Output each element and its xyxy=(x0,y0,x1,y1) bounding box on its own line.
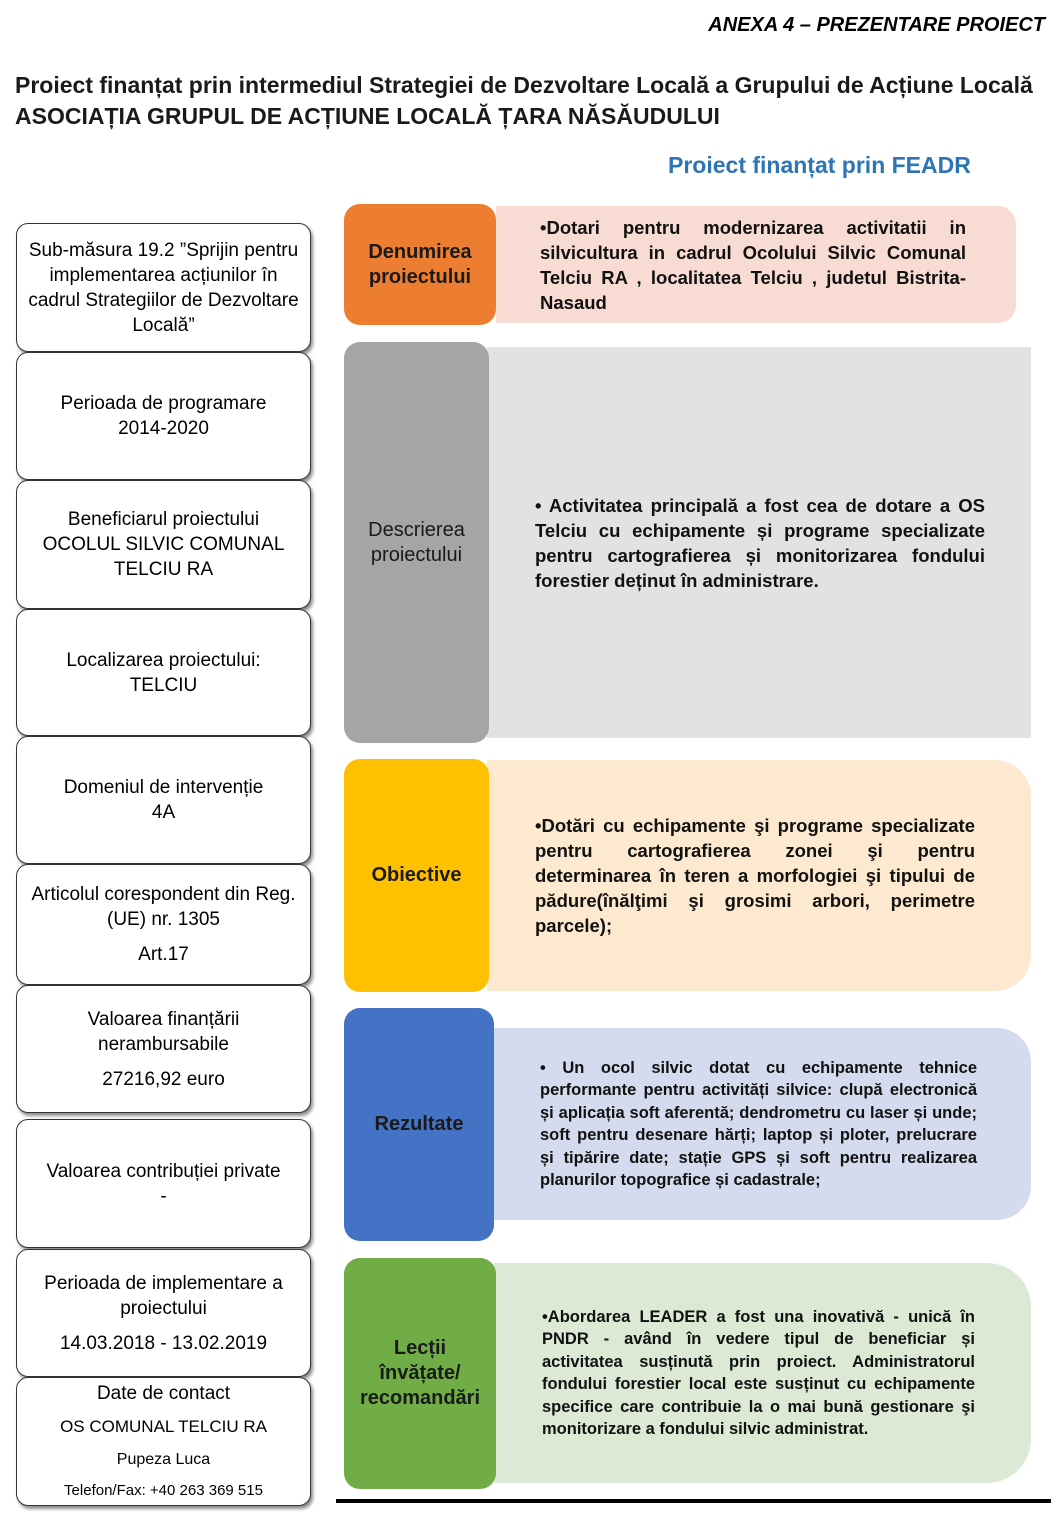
beneficiary-label: Beneficiarul proiectului xyxy=(67,509,260,530)
intervention-domain-value: 4A xyxy=(151,802,176,823)
objectives-label xyxy=(344,759,489,992)
description-panel xyxy=(487,347,1031,738)
private-contribution-value: - xyxy=(160,1185,167,1207)
objectives-panel xyxy=(487,760,1031,991)
location-label: Localizarea proiectului: xyxy=(66,649,261,671)
results-panel xyxy=(494,1028,1031,1220)
funding-value-box xyxy=(16,985,311,1113)
beneficiary-value: OCOLUL SILVIC COMUNAL TELCIU RA xyxy=(42,534,285,580)
private-contribution-box xyxy=(16,1119,311,1248)
contact-box xyxy=(16,1377,311,1506)
objectives-text: •Dotări cu echipamente şi programe specializate pentru cartografierea zonei şi pentru determinarea în teren a morfologiei şi tipului de pădure(înălţimi şi grosimi arbori, perimetre parcele); xyxy=(535,815,975,936)
project-name-panel xyxy=(496,206,1016,323)
contact-label: Date de contact xyxy=(96,1382,231,1404)
programming-period-label: Perioada de programare xyxy=(60,393,267,414)
results-text: • Un ocol silvic dotat cu echipamente tehnice performante pentru activități silvice: clupă electronică și aplicația soft aferentă; dendrometru cu laser și unde; soft pentru desenare hărți; laptop și ploter, prelucrare și tipărire date; stație GPS și soft pentru realizarea planurilor topografice și cadastrale; xyxy=(540,1058,977,1189)
article-value: Art.17 xyxy=(138,944,189,965)
submeasure-text: Sub-măsura 19.2 ”Sprijin pentru implementarea acțiunilor în cadrul Strategiilor de Dezvoltare Locală” xyxy=(28,239,299,336)
contact-phone: Telefon/Fax: +40 263 369 515 xyxy=(64,1481,263,1499)
results-label-text: Rezultate xyxy=(374,1113,464,1135)
description-text: • Activitatea principală a fost cea de dotare a OS Telciu cu echipamente și programe specializate pentru cartografierea și monitorizarea fondului forestier deținut în administrare. xyxy=(535,494,985,591)
annex-title: ANEXA 4 – PREZENTARE PROIECT xyxy=(708,14,1045,36)
programming-period-value: 2014-2020 xyxy=(118,418,209,439)
project-name-text: •Dotari pentru modernizarea activitatii in silvicultura in cadrul Ocolului Silvic Comunal Telciu RA , localitatea Telciu , judetul Bistrita-Nasaud xyxy=(540,216,966,313)
description-label-text: Descrierea proiectului xyxy=(368,518,465,566)
intervention-domain-label: Domeniul de intervenție xyxy=(63,777,264,798)
programming-period-box xyxy=(16,352,311,480)
implementation-period-label: Perioada de implementare a proiectului xyxy=(44,1272,283,1319)
intervention-domain-box xyxy=(16,736,311,864)
submeasure-box xyxy=(16,223,311,352)
location-box xyxy=(16,609,311,736)
results-label xyxy=(344,1008,494,1241)
project-name-label-text: Denumirea proiectului xyxy=(368,240,472,288)
lessons-label-text: Lecții învățate/ recomandări xyxy=(359,1337,481,1409)
funding-value-amount: 27216,92 euro xyxy=(102,1068,225,1090)
lessons-label xyxy=(344,1258,496,1489)
project-name-label xyxy=(344,204,496,325)
description-label xyxy=(344,342,489,743)
lessons-panel xyxy=(494,1263,1031,1483)
objectives-label-text: Obiective xyxy=(371,864,462,886)
implementation-period-box xyxy=(16,1249,311,1377)
contact-person: Pupeza Luca xyxy=(116,1450,211,1468)
article-box xyxy=(16,864,311,985)
funding-source: Proiect finanțat prin FEADR xyxy=(668,152,971,178)
article-label: Articolul corespondent din Reg. (UE) nr. 1305 xyxy=(31,884,296,930)
contact-organization: OS COMUNAL TELCIU RA xyxy=(60,1416,267,1436)
location-value: TELCIU xyxy=(129,674,198,696)
page-title: Proiect finanțat prin intermediul Strategiei de Dezvoltare Locală a Grupului de Acțiune Locală ASOCIAȚIA GRUPUL DE ACȚIUNE LOCALĂ ȚARA NĂSĂUDULUI xyxy=(15,72,1033,129)
lessons-text: •Abordarea LEADER a fost una inovativă - unică în PNDR - având în vedere tipul de beneficiar și activitatea susținută prin proiect. Administratorul fondului forestier local este susținut cu echipamente specifice care contribuie la o mai bună gestionare şi monitorizare a fondului silvic administrat. xyxy=(542,1307,975,1438)
private-contribution-label: Valoarea contribuției private xyxy=(46,1160,281,1182)
implementation-period-value: 14.03.2018 - 13.02.2019 xyxy=(59,1332,268,1354)
bottom-divider xyxy=(336,1499,1051,1503)
funding-value-label: Valoarea finanțării nerambursabile xyxy=(87,1008,240,1055)
beneficiary-box xyxy=(16,480,311,609)
